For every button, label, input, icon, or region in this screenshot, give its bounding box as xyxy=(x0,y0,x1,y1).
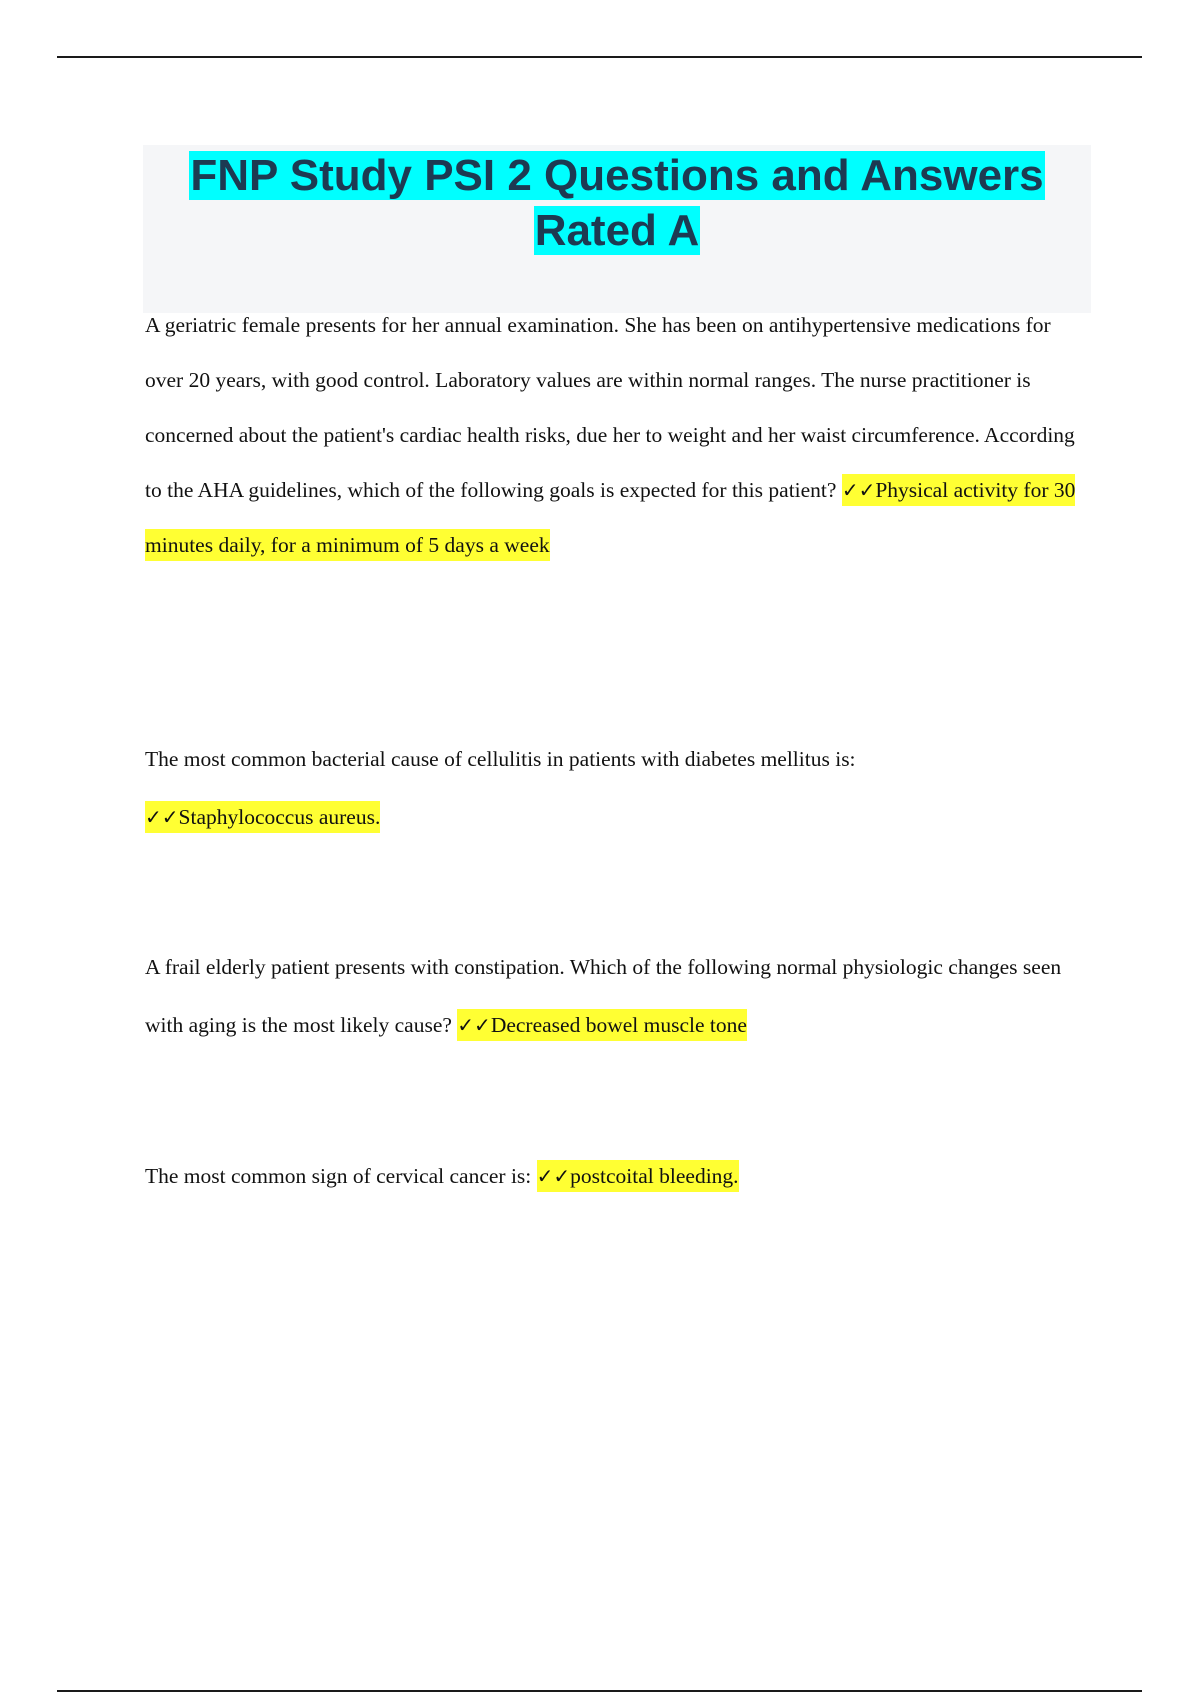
title-highlight: FNP Study PSI 2 Questions and Answers Rated A xyxy=(190,151,1044,255)
question-text: A frail elderly patient presents with constipation. Which of the following normal physiologic changes seen with aging is the most likely cause? xyxy=(145,955,1062,1037)
question-block-2 xyxy=(145,730,1090,846)
question-text: The most common bacterial cause of cellulitis in patients with diabetes mellitus is: xyxy=(145,747,856,771)
answer-highlight xyxy=(457,1009,747,1041)
document-title xyxy=(143,145,1091,258)
double-check-icon: ✓✓ xyxy=(457,1013,491,1037)
answer-text: Physical activity for 30 minutes daily, for a minimum of 5 days a week xyxy=(145,478,1076,557)
answer-highlight xyxy=(537,1160,739,1192)
double-check-icon: ✓✓ xyxy=(841,478,876,502)
question-block-4 xyxy=(145,1148,1090,1204)
double-check-icon: ✓✓ xyxy=(536,1164,571,1188)
question-text: The most common sign of cervical cancer is: xyxy=(145,1164,532,1188)
double-check-icon: ✓✓ xyxy=(145,805,179,829)
answer-text: postcoital bleeding. xyxy=(570,1164,739,1188)
question-block-3 xyxy=(145,938,1090,1054)
answer-text: Staphylococcus aureus. xyxy=(178,805,381,829)
answer-text: Decreased bowel muscle tone xyxy=(490,1013,747,1037)
question-text: A geriatric female presents for her annual examination. She has been on antihypertensive medications for over 20 years, with good control. Laboratory values are within normal ranges. The nurse practitioner is concerned about the patient's cardiac health risks, due her to weight and her waist circumference. According to the AHA guidelines, which of the following goals is expected for this patient? xyxy=(145,313,1075,502)
question-block-1 xyxy=(145,298,1090,573)
answer-highlight xyxy=(145,801,380,833)
bottom-rule xyxy=(57,1690,1142,1692)
title-block xyxy=(143,145,1091,313)
top-rule xyxy=(57,56,1142,58)
